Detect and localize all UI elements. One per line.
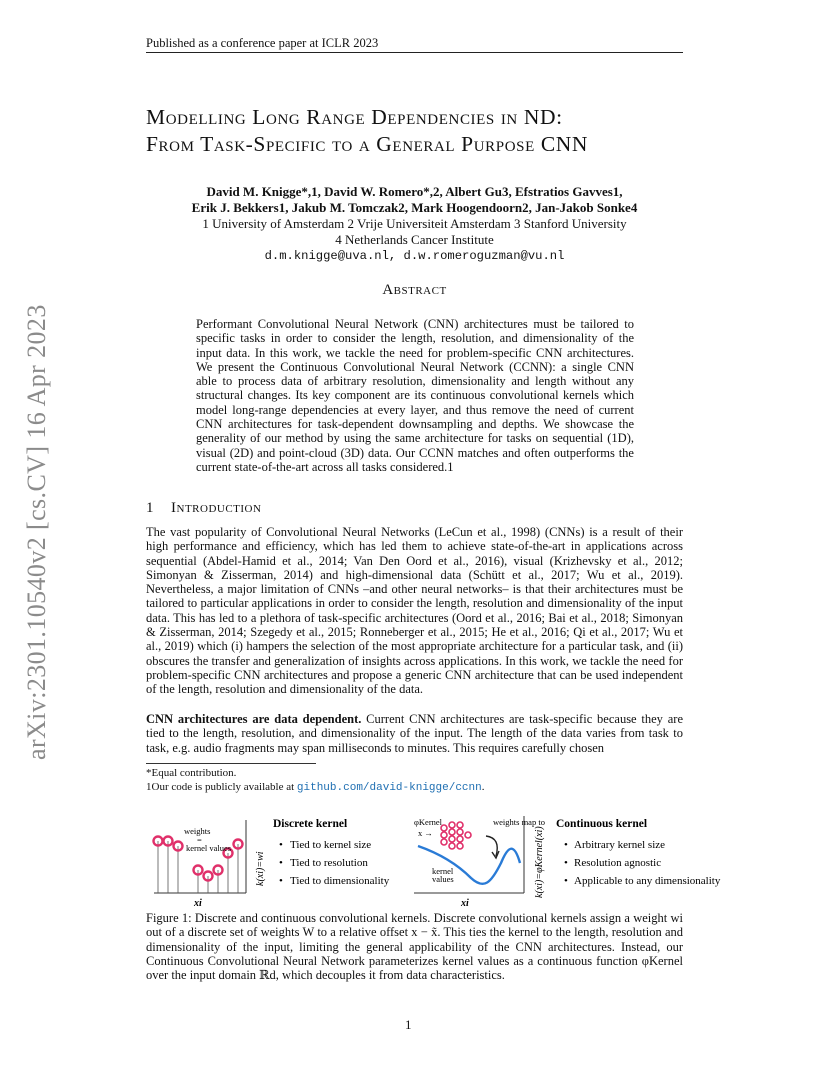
running-header: Published as a conference paper at ICLR 2023	[146, 36, 379, 50]
continuous-bullet-3: Applicable to any dimensionality	[574, 875, 721, 887]
kernel-values-label: kernel values	[186, 843, 232, 853]
svg-text:values: values	[432, 874, 454, 884]
figure-1	[146, 808, 721, 909]
paragraph-body: Current CNN architectures are task-specific because they are tied to the length, resolution, and dimensionality of the input. The length of the data varies from task to task, e.g. audio fragments may span milliseconds to minutes. This requires carefully chosen	[146, 712, 683, 755]
authors-line-2: Erik J. Bekkers1, Jakub M. Tomczak2, Mark Hoogendoorn2, Jan-Jakob Sonke4	[191, 200, 638, 215]
svg-text:•: •	[564, 839, 568, 851]
continuous-kernel-panel	[414, 816, 545, 909]
x-axis-label-discrete: xi	[194, 898, 202, 909]
section-title: Introduction	[171, 500, 262, 516]
figure-caption: Figure 1: Discrete and continuous convolutional kernels. Discrete convolutional kernels assign a weight wi out of a discrete set of weights W to a relative offset x − x̃. This ties the kernel to the length, resolution and dimensionality of the input, limiting the general applicability of the CNN architectures. Instead, our Continuous Convolutional Neural Network parameterizes kernel values as a continuous function φKernel over the input domain ℝd, which decouples it from data characteristics.	[146, 911, 683, 983]
svg-text:•: •	[279, 857, 283, 869]
footnote-2-end: .	[481, 781, 485, 793]
continuous-bullet-2: Resolution agnostic	[574, 857, 662, 869]
title-line-1: Modelling Long Range Dependencies in ND:	[146, 105, 563, 129]
svg-text:•: •	[279, 839, 283, 851]
title-line-2: From Task-Specific to a General Purpose CNN	[146, 132, 589, 156]
phi-kernel-label: φKernel	[414, 817, 443, 827]
footnote-rule	[146, 763, 316, 764]
author-block	[146, 184, 683, 264]
svg-text:•: •	[564, 857, 568, 869]
x-axis-label-continuous: xi	[461, 898, 469, 909]
continuous-bullet-1: Arbitrary kernel size	[574, 839, 666, 851]
discrete-bullet-1: Tied to kernel size	[290, 839, 372, 851]
weights-map-label: weights map to	[493, 817, 545, 827]
footnote-2-text: 1Our code is publicly available at	[146, 781, 297, 793]
paper-title	[146, 104, 706, 158]
intro-paragraph-2	[146, 712, 683, 755]
page-number: 1	[405, 1017, 412, 1032]
continuous-title: Continuous kernel	[556, 818, 648, 830]
discrete-bullets	[279, 839, 390, 887]
y-axis-label-discrete: k(xi)=wi	[255, 851, 266, 886]
svg-text:•: •	[564, 875, 568, 887]
continuous-bullets	[564, 839, 721, 887]
x-input-label: x →	[418, 828, 433, 838]
equals-label: =	[197, 835, 202, 845]
code-link[interactable]: github.com/david-knigge/ccnn	[296, 782, 482, 794]
kernel-values-label-cont: kernel	[432, 866, 454, 876]
weights-label: weights	[184, 826, 211, 836]
abstract-heading: Abstract	[382, 282, 447, 298]
section-number: 1	[146, 500, 154, 516]
author-emails: d.m.knigge@uva.nl, d.w.romeroguzman@vu.nl	[264, 249, 565, 263]
intro-paragraph-1: The vast popularity of Convolutional Neural Networks (LeCun et al., 1998) (CNNs) is a result of their high performance and efficiency, which has led them to achieve state-of-the-art in applications across sequential (Abdel-Hamid et al., 2014; Van Den Oord et al., 2016), visual (Krizhevsky et al., 2012; Simonyan & Zisserman, 2014) and high-dimensional data (Schütt et al., 2017; Wu et al., 2019). Nevertheless, a major limitation of CNNs –and other neural networks– is that their architectures must be tailored to particular applications in order to consider the length, resolution and dimensionality of the input data. This has led to a plethora of task-specific architectures (Oord et al., 2016; Bai et al., 2018; Simonyan & Zisserman, 2014; Szegedy et al., 2015; Ronneberger et al., 2015; He et al., 2016; Qi et al., 2017; Wu et al., 2019) which (i) hampers the selection of the most appropriate architecture for a particular task, and (ii) obscures the transfer and generalization of insights across applications. In this work, we tackle the need for problem-specific CNN architectures and propose a generic CNN architecture that can be used independent of the length, resolution and dimensionality of the data.	[146, 525, 683, 697]
header-rule	[146, 52, 683, 53]
y-axis-label-continuous: k(xi)=φKernel(xi)	[534, 826, 545, 898]
mlp-network-icon	[441, 822, 471, 849]
abstract-text: Performant Convolutional Neural Network (CNN) architectures must be tailored to specific tasks in order to consider the length, resolution, and dimensionality of the input data. In this work, we tackle the need for problem-specific CNN architectures. We present the Continuous Convolutional Neural Network (CCNN): a single CNN able to process data of arbitrary resolution, dimensionality and length without any structural changes. Its key component are its continuous convolutional kernels which model long-range dependencies at every layer, and thus remove the need of current CNN architectures for task-dependent downsampling and depths. We showcase the generality of our method by using the same architecture for tasks on sequential (1D), visual (2D) and point-cloud (3D) data. Our CCNN matches and often outperforms the current state-of-the-art across all tasks considered.1	[196, 317, 634, 474]
affiliations-line-2: 4 Netherlands Cancer Institute	[335, 232, 494, 247]
discrete-kernel-panel	[154, 820, 267, 909]
footnote-1: *Equal contribution.	[146, 767, 237, 779]
svg-text:•: •	[279, 875, 283, 887]
discrete-bullet-3: Tied to dimensionality	[290, 875, 390, 887]
arxiv-stamp: arXiv:2301.10540v2 [cs.CV] 16 Apr 2023	[22, 304, 51, 760]
affiliations-line-1: 1 University of Amsterdam 2 Vrije Universiteit Amsterdam 3 Stanford University	[202, 216, 627, 231]
footnote-2	[146, 781, 485, 795]
discrete-bullet-2: Tied to resolution	[290, 857, 368, 869]
section-heading	[146, 500, 261, 517]
authors-line-1: David M. Knigge*,1, David W. Romero*,2, Albert Gu3, Efstratios Gavves1,	[206, 184, 623, 199]
discrete-title: Discrete kernel	[273, 818, 348, 830]
paragraph-lead: CNN architectures are data dependent.	[146, 712, 362, 726]
